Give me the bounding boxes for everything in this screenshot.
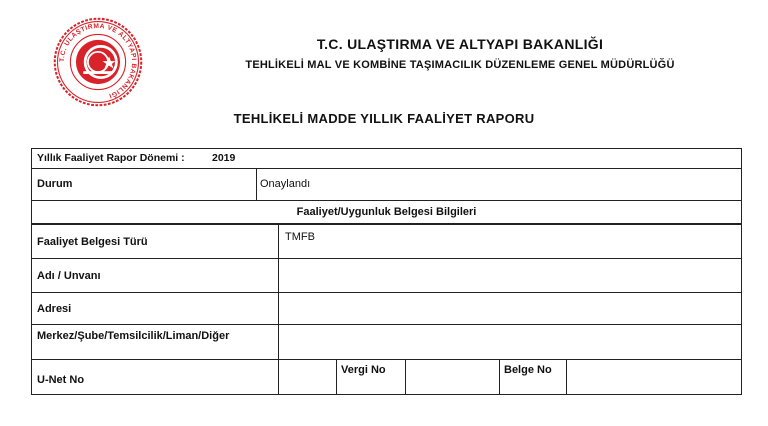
ministry-name: T.C. ULAŞTIRMA VE ALTYAPI BAKANLIĞI: [316, 36, 604, 52]
name-label: Adı / Unvanı: [37, 270, 101, 282]
status-row: [31, 168, 742, 201]
certificate-type-label: Faaliyet Belgesi Türü: [37, 236, 148, 248]
address-label: Adresi: [37, 303, 72, 315]
branch-label: Merkez/Şube/Temsilcilik/Liman/Diğer: [37, 330, 230, 342]
period-label: Yıllık Faaliyet Rapor Dönemi :: [37, 152, 185, 164]
unet-label: U-Net No: [37, 374, 85, 386]
svg-text:T.C. ULAŞTIRMA VE ALTYAPI BAKA: T.C. ULAŞTIRMA VE ALTYAPI BAKANLIĞI: [58, 22, 138, 100]
report-title: TEHLİKELİ MADDE YILLIK FAALİYET RAPORU: [233, 111, 535, 126]
period-value: 2019: [212, 152, 236, 164]
directorate-name: TEHLİKELİ MAL VE KOMBİNE TAŞIMACILIK DÜZENLEME GENEL MÜDÜRLÜĞÜ: [245, 59, 675, 71]
ministry-seal-logo: [52, 16, 144, 108]
certificate-info-table: [31, 224, 742, 395]
tax-number-label: Vergi No: [341, 364, 386, 376]
status-label: Durum: [37, 178, 73, 190]
section-title: Faaliyet/Uygunluk Belgesi Bilgileri: [296, 206, 477, 218]
certificate-type-value: TMFB: [285, 231, 315, 243]
certificate-number-label: Belge No: [504, 364, 552, 376]
status-value: Onaylandı: [260, 178, 311, 190]
